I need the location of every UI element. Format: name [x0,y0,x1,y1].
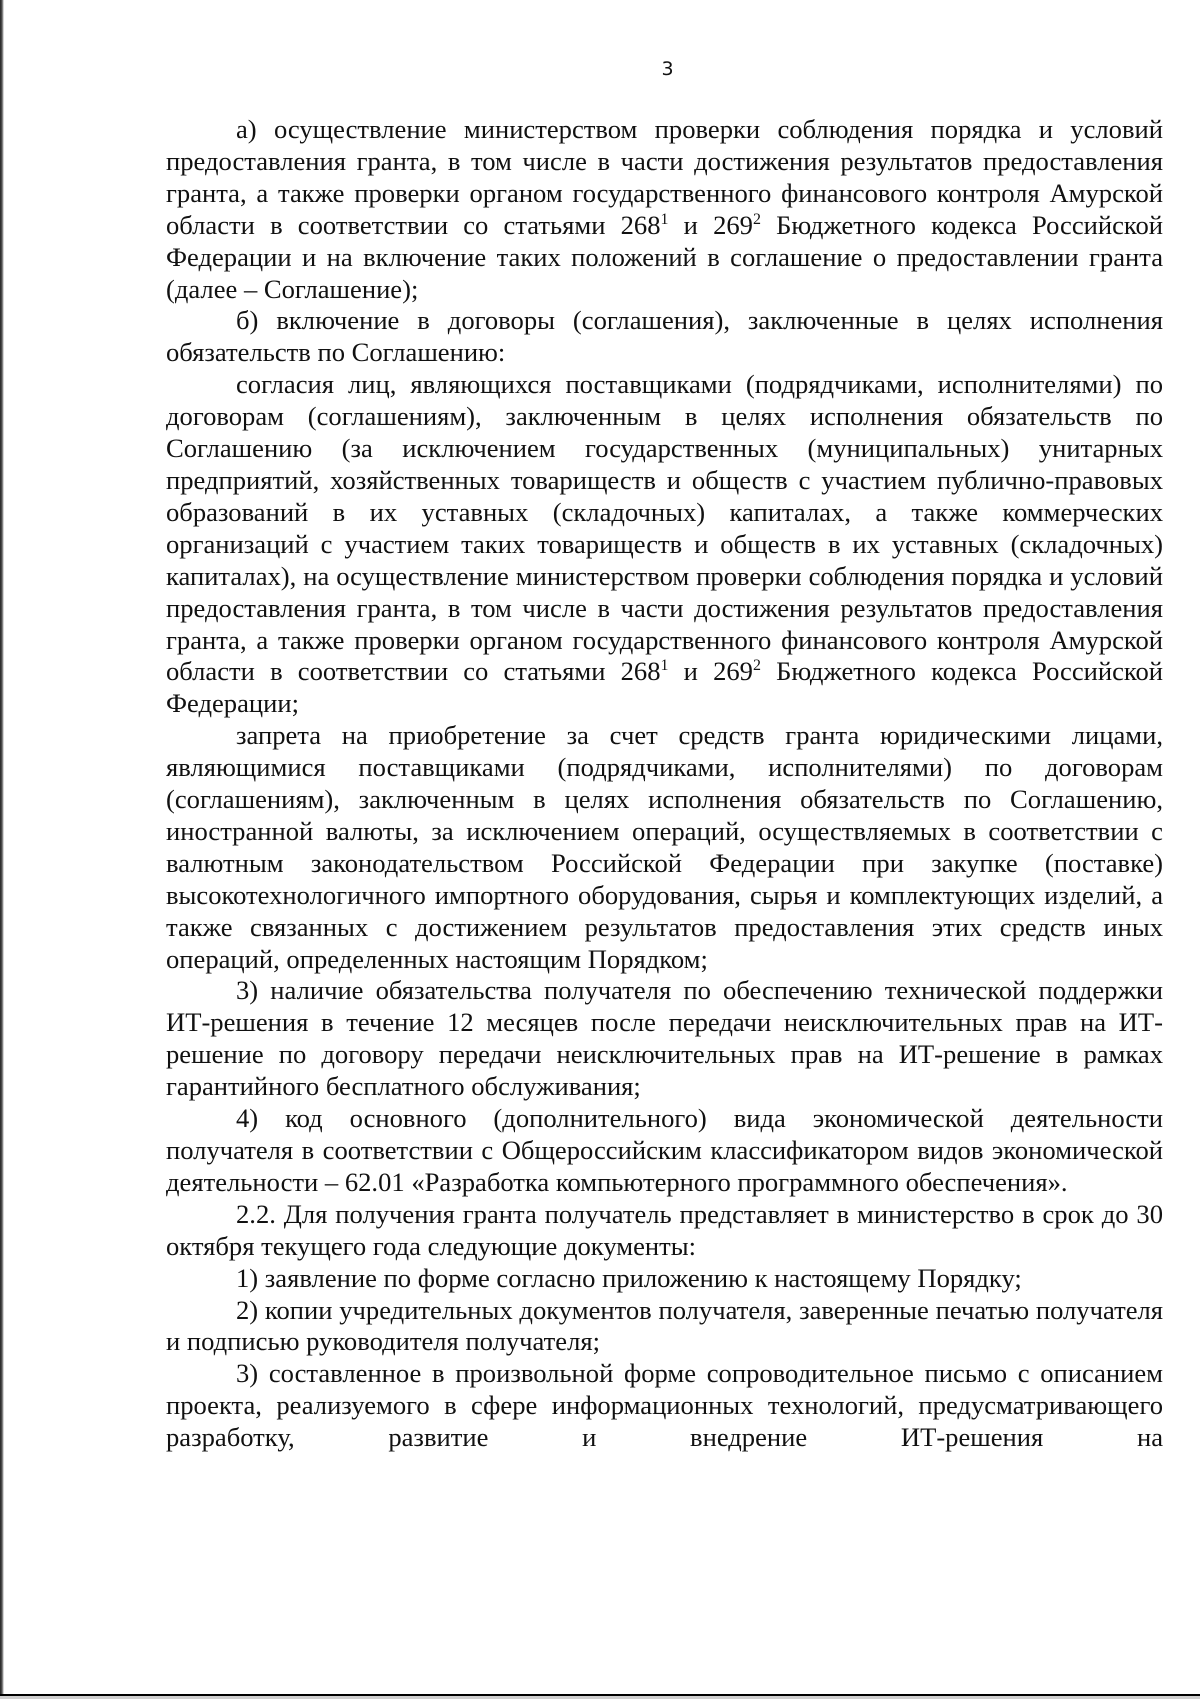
scan-edge-left [0,0,4,1699]
text-segment: и 269 [668,656,753,687]
superscript: 1 [660,657,669,675]
paragraph [166,975,1163,1103]
paragraph [166,720,1163,975]
superscript: 2 [752,657,761,675]
paragraph [166,1358,1163,1454]
text-segment: 4) код основного (дополнительного) вида экономической деятельности получателя в соответствии с Общероссийским классификатором видов экономической деятельности – 62.01 «Разработка компьютерного программного обеспечения». [166,1103,1163,1197]
text-segment: а) осуществление министерством проверки соблюдения порядка и условий предоставления гранта, в том числе в части достижения результатов предоставления гранта, а также проверки органом государственного финансового контроля Амурской области в соответствии со статьями 268 [166,114,1163,240]
paragraph [166,369,1163,720]
text-segment: Бюджетного кодекса Российской Федерации и на включение таких положений в соглашение о предоставлении гранта (далее – Соглашение); [166,209,1163,304]
text-segment: запрета на приобретение за счет средств гранта юридическими лицами, являющимися поставщиками (подрядчиками, исполнителями) по договорам (соглашениям), заключенным в целях исполнения обязательств по Соглашению, иностранной валюты, за исключением операций, осуществляемых в соответствии с валютным законодательством Российской Федерации при закупке (поставке) высокотехнологичного импортного оборудования, сырья и комплектующих изделий, а также связанных с достижением результатов предоставления этих средств иных операций, определенных настоящим Порядком; [166,720,1163,974]
paragraph [166,1263,1163,1295]
superscript: 1 [660,210,669,228]
paragraph [166,1295,1163,1359]
text-segment: 3) составленное в произвольной форме сопроводительное письмо с описанием проекта, реализуемого в сфере информационных технологий, предусматривающего разработку, развитие и внедрение ИТ-решения на [166,1358,1163,1453]
paragraph [166,305,1163,369]
paragraph [166,114,1163,305]
page-number: 3 [661,58,674,80]
paragraph [166,1103,1163,1199]
text-segment: б) включение в договоры (соглашения), заключенные в целях исполнения обязательств по Соглашению: [166,305,1163,368]
text-segment: 1) заявление по форме согласно приложению к настоящему Порядку; [236,1262,1022,1293]
text-segment: 3) наличие обязательства получателя по обеспечению технической поддержки ИТ-решения в течение 12 месяцев после передачи неисключительных прав на ИТ-решение по договору передачи неисключительных прав на ИТ-решение в рамках гарантийного бесплатного обслуживания; [166,975,1163,1102]
text-segment: Бюджетного кодекса Российской Федерации; [166,656,1163,719]
text-segment: 2.2. Для получения гранта получатель представляет в министерство в срок до 30 октября текущего года следующие документы: [166,1198,1163,1261]
document-body [166,114,1163,1454]
text-segment: 2) копии учредительных документов получателя, заверенные печатью получателя и подписью руководителя получателя; [166,1294,1163,1357]
scan-edge-bottom [0,1691,1200,1699]
paragraph [166,1199,1163,1263]
text-segment: согласия лиц, являющихся поставщиками (подрядчиками, исполнителями) по договорам (соглашениям), заключенным в целях исполнения обязательств по Соглашению (за исключением государственных (муниципальных) унитарных предприятий, хозяйственных товариществ и обществ с участием публично-правовых образований в их уставных (складочных) капиталах, а также коммерческих организаций с участием таких товариществ и обществ в их уставных (складочных) капиталах), на осуществление министерством проверки соблюдения порядка и условий предоставления гранта, в том числе в части достижения результатов предоставления гранта, а также проверки органом государственного финансового контроля Амурской области в соответствии со статьями 268 [166,369,1163,687]
superscript: 2 [752,210,761,228]
text-segment: и 269 [668,209,753,240]
